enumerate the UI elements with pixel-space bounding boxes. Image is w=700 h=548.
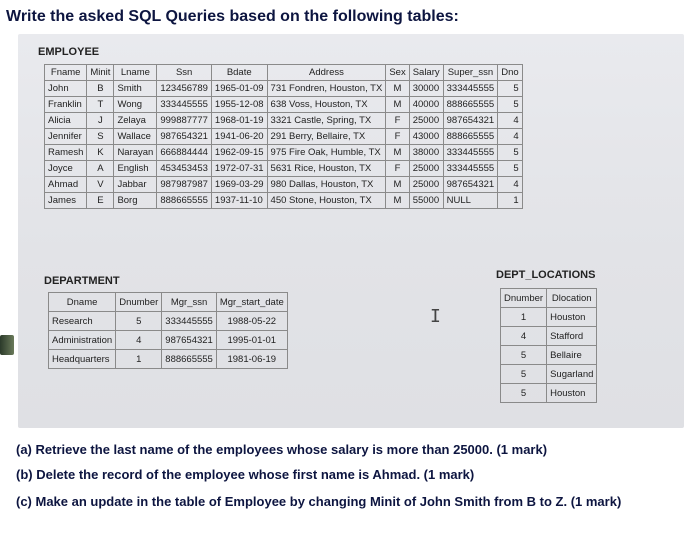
dept-locations-row	[501, 308, 597, 327]
employee-cell: 291 Berry, Bellaire, TX	[267, 129, 386, 145]
employee-cell: Borg	[114, 193, 157, 209]
employee-cell: 333445555	[157, 97, 212, 113]
dept-locations-cell: 1	[501, 308, 547, 327]
employee-cell: Smith	[114, 81, 157, 97]
employee-cell: 25000	[409, 177, 443, 193]
dept-locations-cell: 5	[501, 384, 547, 403]
employee-column-header: Ssn	[157, 65, 212, 81]
department-cell: 333445555	[162, 312, 217, 331]
employee-row	[45, 145, 523, 161]
employee-column-header: Fname	[45, 65, 87, 81]
employee-table-title: EMPLOYEE	[38, 46, 100, 58]
employee-column-header: Sex	[386, 65, 409, 81]
department-column-header: Dnumber	[116, 293, 162, 312]
question-c: (c) Make an update in the table of Employee by changing Minit of John Smith from B to Z. (1 mark)	[16, 494, 622, 509]
employee-cell: 5631 Rice, Houston, TX	[267, 161, 386, 177]
employee-cell: Ramesh	[45, 145, 87, 161]
employee-cell: 40000	[409, 97, 443, 113]
dept-locations-cell: Sugarland	[547, 365, 597, 384]
employee-cell: V	[87, 177, 114, 193]
department-column-header: Mgr_start_date	[216, 293, 287, 312]
employee-cell: Zelaya	[114, 113, 157, 129]
employee-row	[45, 177, 523, 193]
employee-row	[45, 161, 523, 177]
employee-row	[45, 81, 523, 97]
department-cell: 987654321	[162, 331, 217, 350]
employee-cell: 999887777	[157, 113, 212, 129]
employee-cell: 731 Fondren, Houston, TX	[267, 81, 386, 97]
employee-cell: 4	[498, 129, 522, 145]
employee-cell: 1955-12-08	[211, 97, 267, 113]
employee-cell: NULL	[443, 193, 498, 209]
department-cell: 1981-06-19	[216, 350, 287, 369]
department-row	[49, 331, 288, 350]
employee-cell: 1941-06-20	[211, 129, 267, 145]
employee-cell: Ahmad	[45, 177, 87, 193]
dept-locations-row	[501, 384, 597, 403]
employee-cell: 5	[498, 97, 522, 113]
employee-cell: M	[386, 97, 409, 113]
employee-cell: 43000	[409, 129, 443, 145]
employee-column-header: Minit	[87, 65, 114, 81]
employee-cell: M	[386, 81, 409, 97]
dept-locations-row	[501, 327, 597, 346]
dept-locations-cell: 4	[501, 327, 547, 346]
dept-locations-cell: 5	[501, 346, 547, 365]
employee-cell: 666884444	[157, 145, 212, 161]
employee-cell: 55000	[409, 193, 443, 209]
page-heading: Write the asked SQL Queries based on the following tables:	[6, 8, 459, 25]
employee-cell: J	[87, 113, 114, 129]
employee-cell: 1962-09-15	[211, 145, 267, 161]
department-column-header: Dname	[49, 293, 116, 312]
dept-locations-body	[501, 308, 597, 403]
employee-cell: F	[386, 161, 409, 177]
employee-cell: 987654321	[443, 177, 498, 193]
employee-row	[45, 129, 523, 145]
employee-cell: 980 Dallas, Houston, TX	[267, 177, 386, 193]
dept-locations-table	[500, 288, 597, 403]
employee-cell: 5	[498, 161, 522, 177]
employee-cell: James	[45, 193, 87, 209]
employee-column-header: Dno	[498, 65, 522, 81]
employee-cell: E	[87, 193, 114, 209]
employee-cell: 987654321	[157, 129, 212, 145]
employee-cell: A	[87, 161, 114, 177]
department-row	[49, 350, 288, 369]
employee-cell: 4	[498, 177, 522, 193]
employee-cell: B	[87, 81, 114, 97]
employee-cell: 1965-01-09	[211, 81, 267, 97]
dept-locations-cell: Houston	[547, 384, 597, 403]
employee-body	[45, 81, 523, 209]
department-column-header: Mgr_ssn	[162, 293, 217, 312]
department-table	[48, 292, 288, 369]
employee-cell: K	[87, 145, 114, 161]
employee-cell: 123456789	[157, 81, 212, 97]
employee-cell: 5	[498, 145, 522, 161]
employee-cell: Jabbar	[114, 177, 157, 193]
employee-cell: 975 Fire Oak, Humble, TX	[267, 145, 386, 161]
employee-row	[45, 113, 523, 129]
dept-locations-row	[501, 365, 597, 384]
employee-cell: John	[45, 81, 87, 97]
employee-cell: 1937-11-10	[211, 193, 267, 209]
employee-cell: 1	[498, 193, 522, 209]
dept-locations-header-row	[501, 289, 597, 308]
employee-cell: 1968-01-19	[211, 113, 267, 129]
employee-cell: 987987987	[157, 177, 212, 193]
department-cell: Administration	[49, 331, 116, 350]
department-row	[49, 312, 288, 331]
department-cell: 1988-05-22	[216, 312, 287, 331]
employee-cell: 888665555	[443, 97, 498, 113]
department-cell: 1	[116, 350, 162, 369]
employee-cell: 5	[498, 81, 522, 97]
employee-cell: Narayan	[114, 145, 157, 161]
dept-locations-cell: Bellaire	[547, 346, 597, 365]
employee-cell: 888665555	[443, 129, 498, 145]
dept-locations-cell: Houston	[547, 308, 597, 327]
department-cell: 4	[116, 331, 162, 350]
employee-cell: M	[386, 177, 409, 193]
employee-cell: 1972-07-31	[211, 161, 267, 177]
employee-cell: T	[87, 97, 114, 113]
employee-cell: 25000	[409, 161, 443, 177]
employee-cell: Jennifer	[45, 129, 87, 145]
employee-cell: M	[386, 145, 409, 161]
employee-cell: Wallace	[114, 129, 157, 145]
employee-row	[45, 193, 523, 209]
employee-column-header: Bdate	[211, 65, 267, 81]
employee-cell: 453453453	[157, 161, 212, 177]
edge-marker	[0, 335, 14, 355]
employee-cell: S	[87, 129, 114, 145]
department-cell: 5	[116, 312, 162, 331]
dept-locations-column-header: Dlocation	[547, 289, 597, 308]
question-a: (a) Retrieve the last name of the employees whose salary is more than 25000. (1 mark)	[16, 442, 548, 457]
employee-column-header: Salary	[409, 65, 443, 81]
employee-cell: 30000	[409, 81, 443, 97]
employee-cell: Alicia	[45, 113, 87, 129]
employee-cell: F	[386, 113, 409, 129]
employee-cell: M	[386, 193, 409, 209]
department-header-row	[49, 293, 288, 312]
employee-cell: 888665555	[157, 193, 212, 209]
employee-cell: 333445555	[443, 161, 498, 177]
employee-cell: 638 Voss, Houston, TX	[267, 97, 386, 113]
department-cell: Research	[49, 312, 116, 331]
dept-locations-table-title: DEPT_LOCATIONS	[496, 269, 596, 281]
question-b: (b) Delete the record of the employee whose first name is Ahmad. (1 mark)	[16, 467, 475, 482]
employee-cell: English	[114, 161, 157, 177]
department-cell: 888665555	[162, 350, 217, 369]
employee-cell: 4	[498, 113, 522, 129]
employee-column-header: Address	[267, 65, 386, 81]
dept-locations-cell: 5	[501, 365, 547, 384]
employee-cell: 3321 Castle, Spring, TX	[267, 113, 386, 129]
dept-locations-cell: Stafford	[547, 327, 597, 346]
employee-cell: 450 Stone, Houston, TX	[267, 193, 386, 209]
employee-cell: 25000	[409, 113, 443, 129]
text-cursor-icon: I	[430, 306, 441, 327]
employee-cell: Wong	[114, 97, 157, 113]
dept-locations-column-header: Dnumber	[501, 289, 547, 308]
employee-header-row	[45, 65, 523, 81]
employee-cell: F	[386, 129, 409, 145]
employee-cell: Franklin	[45, 97, 87, 113]
employee-cell: 38000	[409, 145, 443, 161]
employee-column-header: Lname	[114, 65, 157, 81]
dept-locations-row	[501, 346, 597, 365]
employee-row	[45, 97, 523, 113]
employee-table	[44, 64, 523, 209]
department-cell: 1995-01-01	[216, 331, 287, 350]
employee-cell: Joyce	[45, 161, 87, 177]
employee-cell: 1969-03-29	[211, 177, 267, 193]
department-body	[49, 312, 288, 369]
department-cell: Headquarters	[49, 350, 116, 369]
employee-cell: 987654321	[443, 113, 498, 129]
employee-cell: 333445555	[443, 145, 498, 161]
employee-column-header: Super_ssn	[443, 65, 498, 81]
department-table-title: DEPARTMENT	[44, 275, 120, 287]
employee-cell: 333445555	[443, 81, 498, 97]
